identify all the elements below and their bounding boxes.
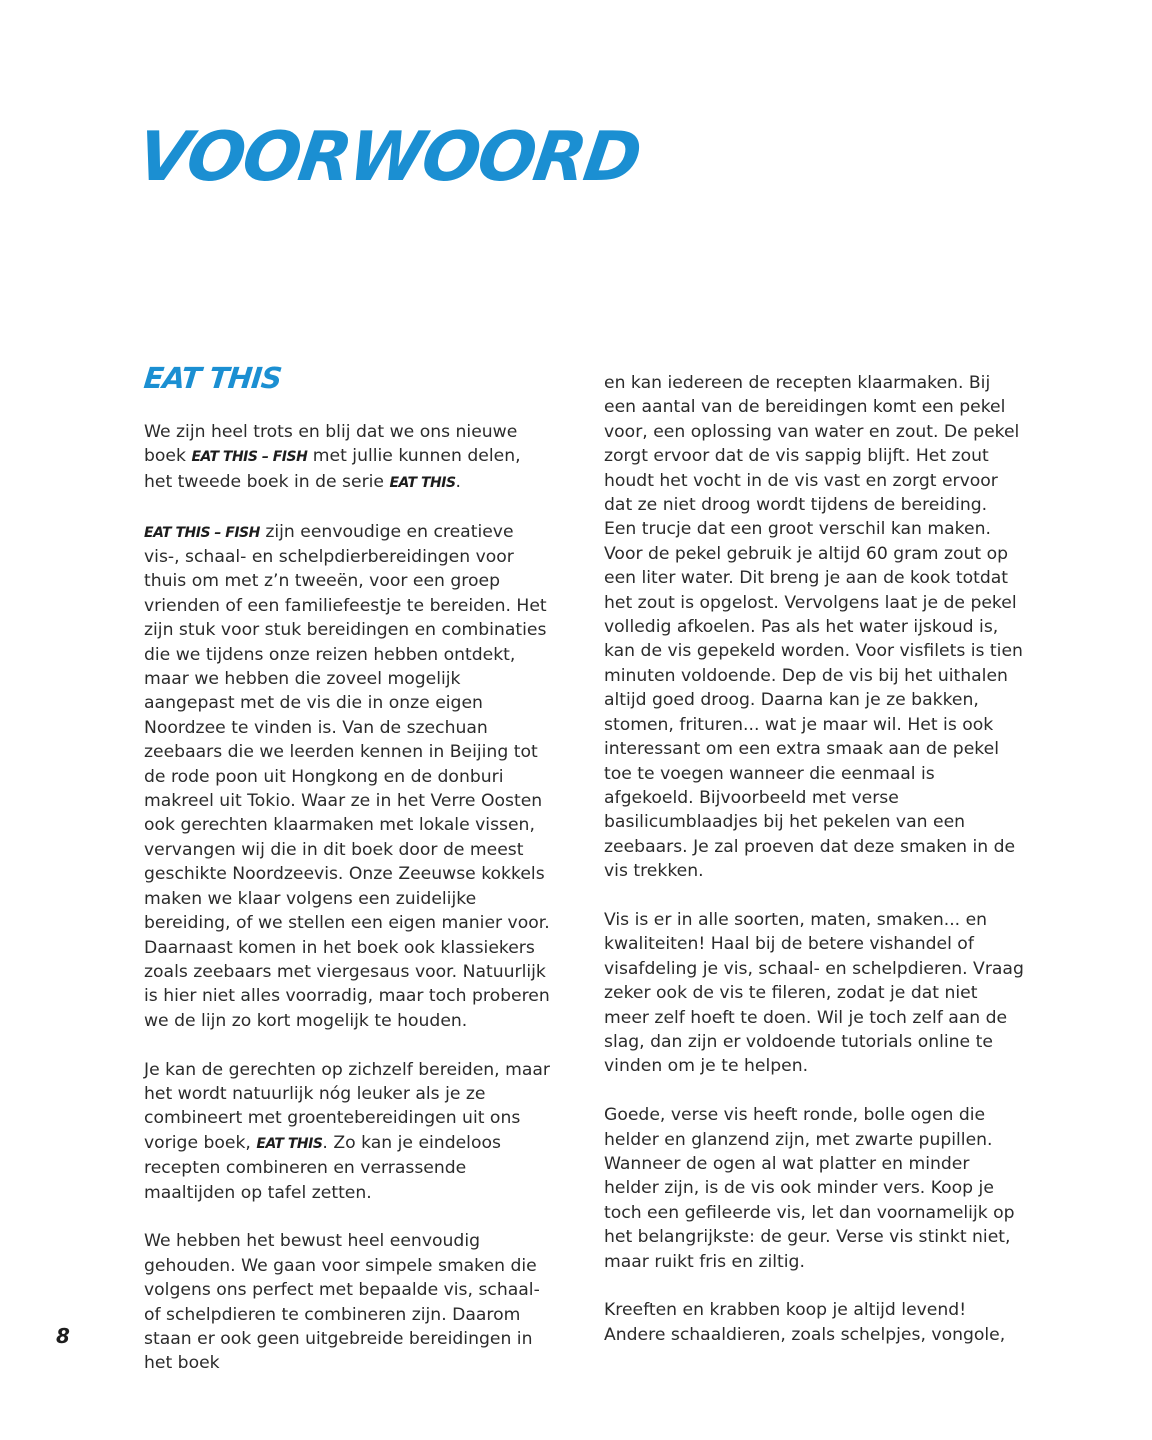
paragraph-shellfish: Kreeften en krabben koop je altijd levend! Andere schaaldieren, zoals schelpjes, vongole,: [604, 1300, 1006, 1345]
brand-book-title: EAT THIS – FISH: [191, 449, 308, 466]
paragraph-description: [144, 520, 554, 1034]
paragraph-text: met jullie kunnen delen, het tweede boek in de serie: [144, 446, 521, 492]
paragraph-intro: [144, 420, 554, 495]
page-number: 8: [56, 1324, 70, 1348]
paragraph-simple: We hebben het bewust heel eenvoudig gehouden. We gaan voor simpele smaken die volgens ons perfect met bepaalde vis, schaal- of schelpdieren te combineren zijn. Daarom staan er ook geen uitgebreide bereidingen in het boek: [144, 1231, 540, 1374]
left-column: [144, 420, 554, 1400]
paragraph-fish-types: Vis is er in alle soorten, maten, smaken... en kwaliteiten! Haal bij de betere vishandel of visafdeling je vis, schaal- en schelpdieren. Vraag zeker ook de vis te fileren, zodat je dat niet meer zelf hoeft te doen. Wil je toch zelf aan de slag, dan zijn er voldoende tutorials online te vinden om je te helpen.: [604, 909, 1024, 1077]
brand-book-title: EAT THIS – FISH: [144, 524, 260, 541]
page-title: VOORWOORD: [132, 118, 645, 197]
brand-series-title: EAT THIS: [256, 1135, 323, 1152]
paragraph-brine: en kan iedereen de recepten klaarmaken. Bij een aantal van de bereidingen komt een pekel voor, een oplossing van water en zout. De pekel zorgt ervoor dat de vis sappig blijft. Het zout houdt het vocht in de vis vast en zorgt ervoor dat ze niet droog wordt tijdens de bereiding. Een trucje dat een groot verschil kan maken. Voor de pekel gebruik je altijd 60 gram zout op een liter water. Dit breng je aan de kook totdat het zout is opgelost. Vervolgens laat je de pekel volledig afkoelen. Pas als het water ijskoud is, kan de vis gepekeld worden. Voor visfilets is tien minuten voldoende. Dep de vis bij het uithalen altijd goed droog. Daarna kan je ze bakken, stomen, frituren... wat je maar wil. Het is ook interessant om een extra smaak aan de pekel toe te voegen wanneer die eenmaal is afgekoeld. Bijvoorbeeld met verse basilicumblaadjes bij het pekelen van een zeebaars. Je zal proeven dat deze smaken in de vis trekken.: [604, 373, 1023, 882]
right-column: [604, 371, 1024, 1372]
paragraph-combine: [144, 1058, 554, 1205]
paragraph-text: Je kan de gerechten op zichzelf bereiden, maar het wordt natuurlijk nóg leuker als je ze combineert met groentebereidingen uit ons vorige boek,: [144, 1059, 550, 1153]
brand-series-title: EAT THIS: [389, 474, 456, 491]
paragraph-text: . Zo kan je eindeloos recepten combineren en verrassende maaltijden op tafel zetten.: [144, 1132, 501, 1203]
paragraph-text: .: [455, 471, 461, 492]
section-heading: EAT THIS: [142, 361, 283, 395]
paragraph-text: zijn eenvoudige en creatieve vis-, schaal- en schelpdierbereidingen voor thuis om met z’n tweeën, voor een groep vrienden of een familiefeestje te bereiden. Het zijn stuk voor stuk bereidingen en combinaties die we tijdens onze reizen hebben ontdekt, maar we hebben die zoveel mogelijk aangepast met de vis die in onze eigen Noordzee te vinden is. Van de szechuan zeebaars die we leerden kennen in Beijing tot de rode poon uit Hongkong en de donburi makreel uit Tokio. Waar ze in het Verre Oosten ook gerechten klaarmaken met lokale vissen, vervangen wij die in dit boek door de meest geschikte Noordzeevis. Onze Zeeuwse kokkels maken we klaar volgens een zuidelijke bereiding, of we stellen een eigen manier voor. Daarnaast komen in het boek ook klassiekers zoals zeebaars met viergesaus voor. Natuurlijk is hier niet alles voorradig, maar toch proberen we de lijn zo kort mogelijk te houden.: [144, 521, 550, 1031]
paragraph-fresh-fish: Goede, verse vis heeft ronde, bolle ogen die helder en glanzend zijn, met zwarte pupillen. Wanneer de ogen al wat platter en minder helder zijn, is de vis ook minder vers. Koop je toch een gefileerde vis, let dan voornamelijk op het belangrijkste: de geur. Verse vis stinkt niet, maar ruikt fris en ziltig.: [604, 1105, 1015, 1272]
paragraph-text: We zijn heel trots en blij dat we ons nieuwe boek: [144, 422, 518, 467]
